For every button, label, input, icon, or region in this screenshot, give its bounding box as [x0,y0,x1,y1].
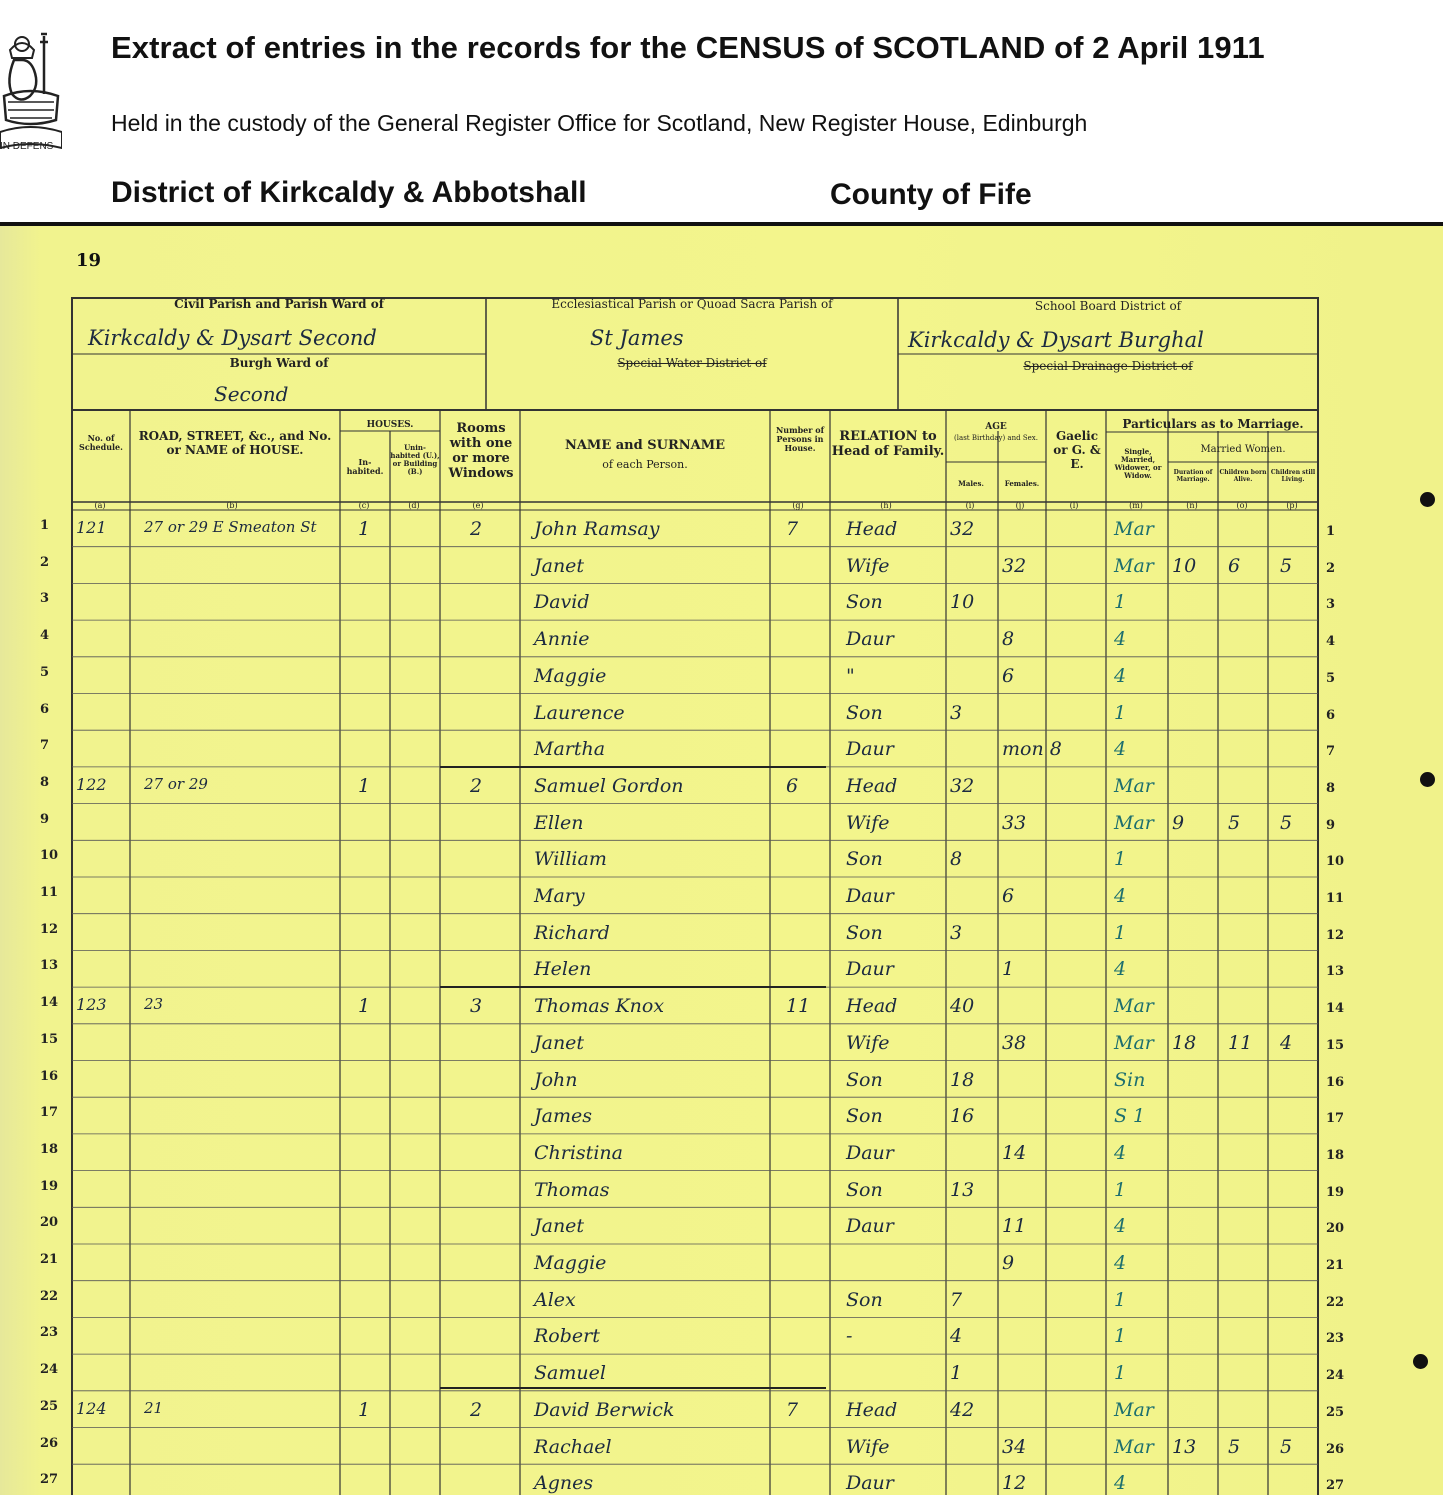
burgh-ward-value: Second [214,382,289,406]
age-female: 8 [1002,628,1015,651]
relation: Wife [846,1031,890,1054]
line-number-right: 15 [1326,1037,1345,1053]
ecclesiastical-parish-value: St James [590,326,684,350]
column-letter: (b) [226,501,238,510]
line-number-left: 6 [40,701,50,717]
line-number-left: 13 [40,958,59,974]
marital-status: 4 [1114,1252,1127,1274]
age-female: 6 [1002,664,1015,687]
age-male: 8 [950,848,963,871]
column-letter: (h) [880,501,892,510]
line-number-right: 1 [1326,524,1336,539]
age-female: 11 [1002,1215,1027,1238]
marital-status: 4 [1114,1472,1127,1495]
relation: Wife [846,554,890,577]
age-female: 14 [1002,1141,1027,1164]
age-female: 38 [1002,1031,1027,1054]
relation: Head [846,518,898,540]
person-name: Mary [534,885,585,907]
line-number-right: 11 [1326,891,1345,906]
col-uninhabited: Unin-habited (U.), or Building (B.) [390,443,440,477]
line-number-left: 3 [40,591,50,607]
person-name: William [534,848,607,871]
person-name: Laurence [534,701,625,724]
census-page [0,226,1443,1495]
school-board-label: School Board District of [1034,299,1182,313]
column-letter: (c) [358,501,370,510]
col-age: AGE [985,422,1007,432]
age-female: 9 [1002,1252,1015,1274]
line-number-right: 16 [1326,1074,1345,1090]
marital-status: S 1 [1114,1105,1146,1128]
line-number-left: 7 [40,738,50,754]
relation: Daur [846,885,894,907]
relation: Son [846,848,883,871]
person-name: Janet [534,1215,585,1238]
col-living: Children still Living. [1270,469,1316,483]
age-male: 4 [950,1325,963,1348]
person-name: Thomas [534,1178,610,1201]
age-male: 7 [950,1288,963,1311]
marital-status: 1 [1114,701,1127,724]
line-number-left: 26 [40,1435,59,1451]
person-name: John Ramsay [534,518,660,540]
age-male: 3 [950,701,963,724]
person-name: Christina [534,1141,623,1164]
person-name: David [534,591,590,614]
house-address: 27 or 29 E Smeaton St [144,518,317,536]
col-houses: HOUSES. [366,420,414,430]
col-rooms: Rooms with one or more Windows [448,421,514,481]
age-female: mon 8 [1002,738,1062,761]
age-female: 34 [1002,1435,1027,1458]
marital-status: 4 [1114,738,1127,761]
binder-hole [1420,772,1435,787]
children-born: 6 [1228,554,1241,577]
column-letter: (a) [94,501,106,510]
children-living: 5 [1280,1435,1293,1458]
line-number-right: 2 [1326,560,1336,576]
age-female: 12 [1002,1472,1027,1495]
rooms-count: 2 [470,518,483,540]
line-number-right: 6 [1326,707,1336,723]
marriage-duration: 13 [1172,1435,1197,1458]
line-number-left: 15 [40,1031,59,1047]
age-female: 1 [1002,958,1015,981]
line-number-left: 25 [40,1398,59,1414]
col-inhabited: In-habited. [346,457,384,477]
person-name: Agnes [534,1472,594,1495]
school-board-value: Kirkcaldy & Dysart Burghal [908,328,1204,352]
line-number-right: 22 [1326,1294,1345,1310]
marital-status: Mar [1114,774,1154,797]
age-male: 18 [950,1068,975,1091]
person-name: Robert [534,1325,600,1348]
col-married-women: Married Women. [1200,444,1286,455]
col-name: NAME and SURNAME [564,438,726,453]
line-number-left: 10 [40,848,59,864]
person-name: Samuel [534,1362,606,1385]
line-number-left: 19 [40,1178,59,1194]
inhabited-count: 1 [358,774,371,797]
water-district-label: Special Water District of [617,356,767,370]
marriage-duration: 9 [1172,811,1185,834]
age-male: 40 [950,995,975,1018]
line-number-right: 23 [1326,1331,1345,1347]
line-number-left: 20 [40,1215,59,1231]
col-road: ROAD, STREET, &c., and No. or NAME of HOUSE. [138,429,332,457]
col-name-sub: of each Person. [602,458,688,471]
line-number-left: 16 [40,1068,59,1084]
schedule-number: 122 [76,774,107,794]
age-female: 32 [1002,554,1027,577]
children-living: 4 [1280,1031,1293,1054]
person-name: Janet [534,1031,585,1054]
line-number-right: 27 [1326,1478,1345,1494]
relation: Daur [846,958,894,981]
col-schedule: No. of Schedule. [79,433,123,453]
children-living: 5 [1280,554,1293,577]
binder-hole [1420,492,1435,507]
line-number-right: 21 [1326,1258,1345,1273]
marital-status: 4 [1114,958,1127,981]
marital-status: Sin [1114,1068,1146,1091]
person-name: Annie [534,628,590,651]
relation: Head [846,1398,898,1421]
marital-status: 1 [1114,1178,1127,1201]
age-male: 16 [950,1105,975,1128]
line-number-right: 5 [1326,670,1336,686]
children-living: 5 [1280,811,1293,834]
marital-status: 1 [1114,591,1127,614]
house-address: 23 [144,995,164,1014]
relation: Daur [846,1141,894,1164]
line-number-right: 7 [1326,744,1336,760]
age-male: 1 [950,1362,963,1385]
relation: Daur [846,1472,894,1495]
line-number-left: 5 [40,664,50,680]
line-number-right: 20 [1326,1221,1345,1237]
marital-status: Mar [1114,995,1154,1018]
column-letter: (o) [1236,501,1248,510]
marriage-duration: 10 [1172,554,1197,577]
column-letter: (m) [1129,501,1143,510]
marital-status: Mar [1114,554,1154,577]
drainage-district-label: Special Drainage District of [1023,359,1193,373]
marital-status: 4 [1114,1141,1127,1164]
county-label: County of Fife [830,178,1032,211]
marital-status: 1 [1114,848,1127,871]
person-name: Maggie [534,1252,607,1274]
line-number-left: 23 [40,1325,59,1341]
marital-status: Mar [1114,1398,1154,1421]
marital-status: 4 [1114,1215,1127,1238]
schedule-number: 124 [76,1398,107,1418]
rooms-count: 2 [470,1398,483,1421]
marital-status: Mar [1114,1435,1154,1458]
col-males: Males. [958,479,984,488]
marital-status: 1 [1114,921,1127,944]
relation: Son [846,1068,883,1091]
age-male: 32 [950,518,975,540]
line-number-left: 4 [40,628,50,644]
persons-count: 11 [786,995,811,1018]
marital-status: 4 [1114,628,1127,651]
line-number-right: 19 [1326,1184,1345,1200]
persons-count: 7 [786,1398,799,1421]
line-number-left: 18 [40,1141,59,1157]
binder-hole [1413,1354,1428,1369]
person-name: Martha [534,738,606,761]
age-female: 33 [1002,811,1027,834]
ecclesiastical-parish-label: Ecclesiastical Parish or Quoad Sacra Parish of [551,297,833,311]
schedule-number: 123 [76,995,107,1015]
column-letter: (n) [1186,501,1198,510]
line-number-left: 1 [40,518,50,533]
marital-status: 4 [1114,664,1127,687]
rooms-count: 3 [470,995,483,1018]
relation: Wife [846,811,890,834]
marital-status: Mar [1114,518,1154,540]
line-number-left: 17 [40,1105,59,1121]
line-number-left: 2 [40,554,50,570]
relation: Daur [846,1215,894,1238]
person-name: Janet [534,554,585,577]
column-letter: (p) [1286,501,1298,510]
inhabited-count: 1 [358,518,371,540]
page-number: 19 [76,250,102,271]
inhabited-count: 1 [358,1398,371,1421]
line-number-right: 25 [1326,1404,1345,1420]
col-females: Females. [1004,479,1040,488]
column-letter: (g) [792,501,804,510]
relation: " [846,664,855,687]
person-name: Rachael [534,1435,612,1458]
age-female: 6 [1002,885,1015,907]
marital-status: Mar [1114,1031,1154,1054]
line-number-left: 12 [40,921,59,937]
line-number-right: 12 [1326,927,1345,943]
age-male: 13 [950,1178,975,1201]
marital-status: 1 [1114,1325,1127,1348]
age-male: 42 [950,1398,975,1421]
col-gaelic: Gaelic or G. & E. [1053,429,1101,471]
marital-status: 4 [1114,885,1127,907]
age-male: 32 [950,774,975,797]
crest-motto: IN DEFENS [0,141,54,152]
column-letter: (l) [1069,501,1079,510]
person-name: Maggie [534,664,607,687]
person-name: Alex [534,1288,576,1311]
person-name: Thomas Knox [534,995,665,1018]
civil-parish-value: Kirkcaldy & Dysart Second [88,326,377,350]
line-number-left: 11 [40,885,59,900]
line-number-right: 14 [1326,1001,1345,1017]
age-male: 10 [950,591,975,614]
col-persons: Number of Persons in House. [775,425,825,454]
relation: Head [846,995,898,1018]
line-number-left: 14 [40,995,59,1011]
relation: Son [846,1288,883,1311]
column-letter: (j) [1015,501,1025,510]
line-number-left: 27 [40,1472,59,1488]
col-status: Single, Married, Widower, or Widow. [1114,447,1162,481]
line-number-right: 26 [1326,1441,1345,1457]
col-relation: RELATION to Head of Family. [831,429,945,459]
persons-count: 7 [786,518,799,540]
relation: Son [846,1105,883,1128]
relation: Daur [846,628,894,651]
children-born: 11 [1228,1031,1253,1054]
line-number-right: 13 [1326,964,1345,980]
house-address: 27 or 29 [144,774,208,793]
relation: Wife [846,1435,890,1458]
district-label: District of Kirkcaldy & Abbotshall [111,176,587,209]
civil-parish-label: Civil Parish and Parish Ward of [174,297,384,311]
col-duration: Duration of Marriage. [1173,469,1213,483]
document-title: Extract of entries in the records for the CENSUS of SCOTLAND of 2 April 1911 [111,30,1265,65]
relation: Son [846,1178,883,1201]
column-letter: (d) [408,501,420,510]
persons-count: 6 [786,774,799,797]
inhabited-count: 1 [358,995,371,1018]
marriage-duration: 18 [1172,1031,1197,1054]
line-number-right: 8 [1326,780,1336,796]
house-address: 21 [144,1398,164,1417]
person-name: Richard [534,921,610,944]
line-number-right: 3 [1326,597,1336,613]
royal-crest-icon [0,30,62,158]
person-name: Helen [534,958,592,981]
line-number-right: 17 [1326,1111,1345,1127]
line-number-left: 9 [40,811,50,827]
col-age-sub: (last Birthday) and Sex. [954,434,1038,442]
marital-status: Mar [1114,811,1154,834]
relation: Son [846,701,883,724]
children-born: 5 [1228,811,1241,834]
line-number-left: 24 [40,1362,59,1378]
age-male: 3 [950,921,963,944]
column-letter: (e) [472,501,484,510]
person-name: Samuel Gordon [534,774,684,797]
schedule-number: 121 [76,518,107,537]
col-marriage: Particulars as to Marriage. [1122,417,1304,431]
line-number-right: 9 [1326,817,1336,833]
line-number-right: 18 [1326,1147,1345,1163]
relation: Son [846,921,883,944]
marital-status: 1 [1114,1288,1127,1311]
rooms-count: 2 [470,774,483,797]
relation: Daur [846,738,894,761]
person-name: John [534,1068,578,1091]
person-name: David Berwick [534,1398,675,1421]
line-number-left: 21 [40,1252,59,1267]
person-name: James [534,1105,592,1128]
line-number-right: 10 [1326,854,1345,870]
marital-status: 1 [1114,1362,1127,1385]
document-subtitle: Held in the custody of the General Register Office for Scotland, New Register House, Edinburgh [111,110,1088,136]
line-number-right: 24 [1326,1368,1345,1384]
relation: - [846,1325,853,1348]
col-born: Children born Alive. [1219,469,1267,483]
line-number-right: 4 [1326,634,1336,650]
relation: Son [846,591,883,614]
line-number-left: 8 [40,774,50,790]
person-name: Ellen [534,811,584,834]
column-letter: (i) [965,501,975,510]
relation: Head [846,774,898,797]
children-born: 5 [1228,1435,1241,1458]
line-number-left: 22 [40,1288,59,1304]
burgh-ward-label: Burgh Ward of [229,356,329,370]
